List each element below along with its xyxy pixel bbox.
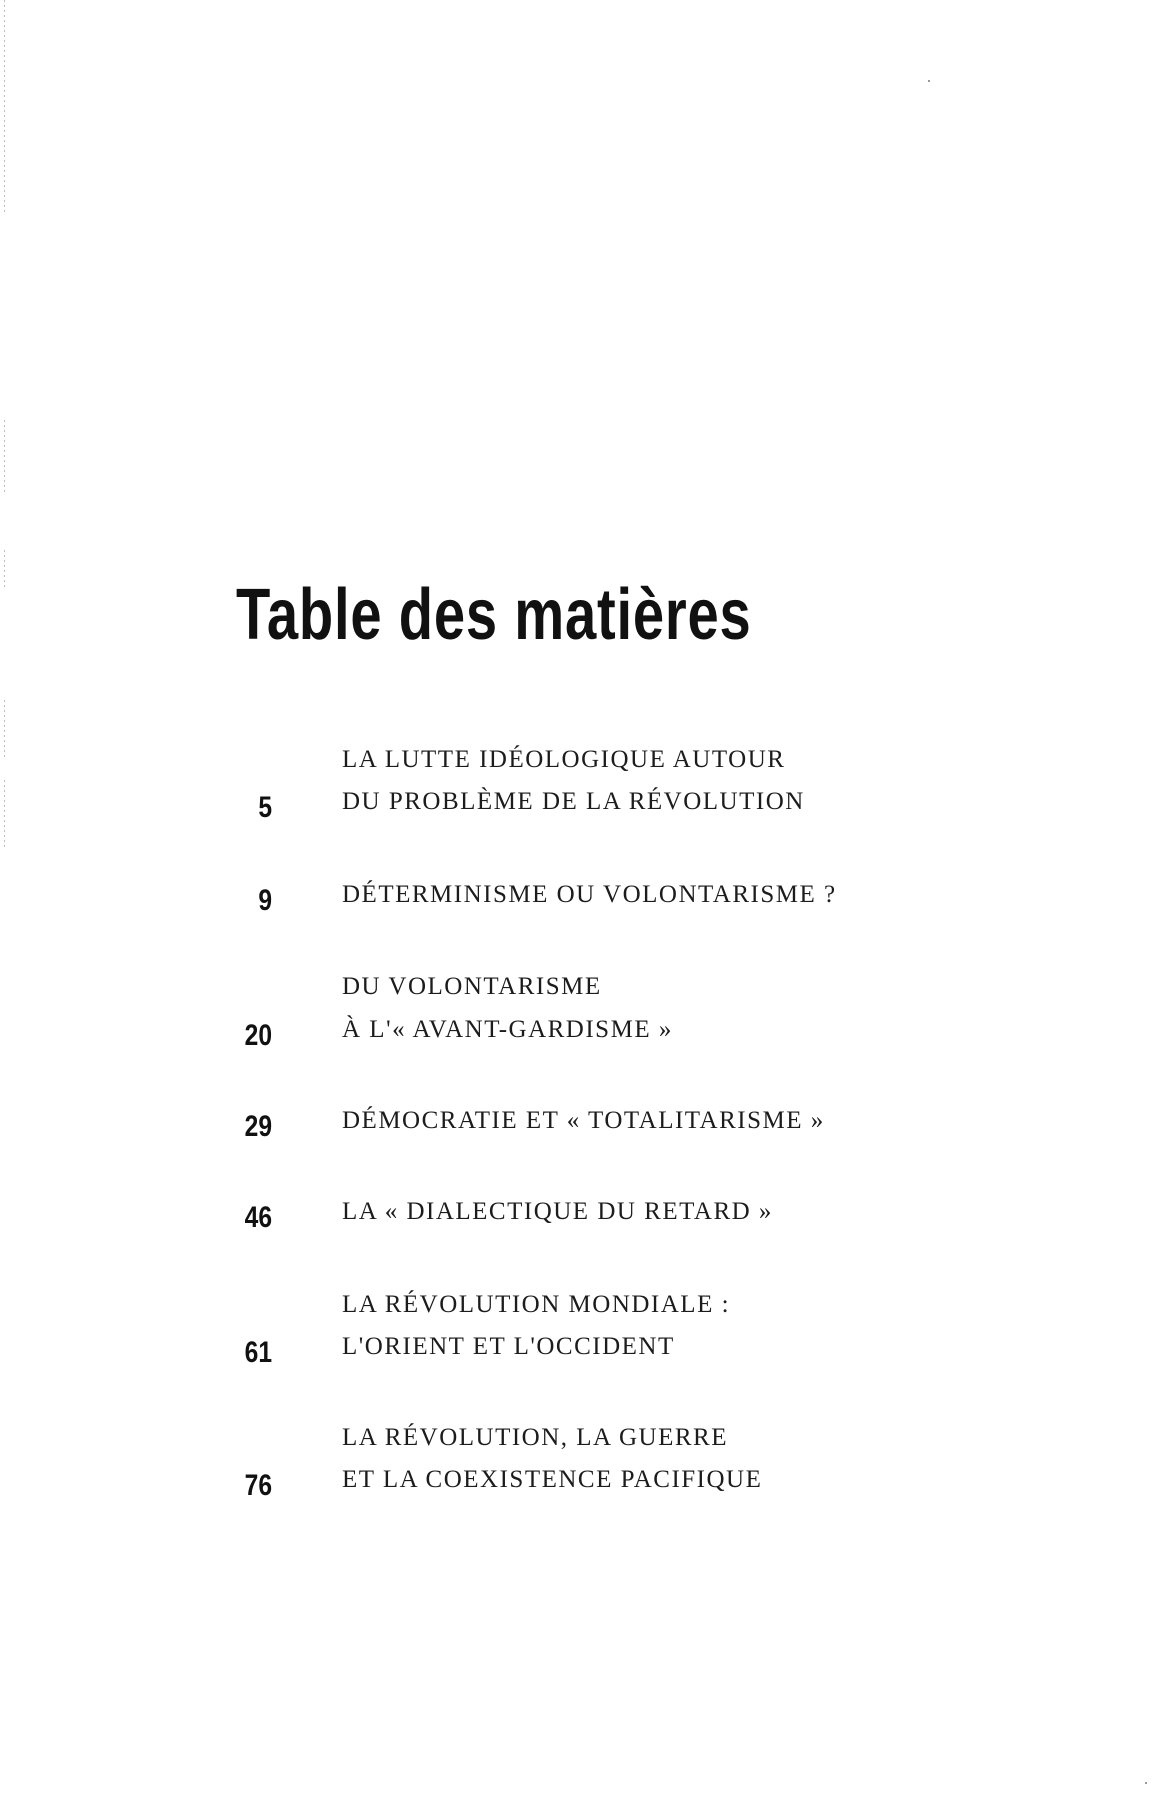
toc-entry-title-line: LA RÉVOLUTION, LA GUERRE [342,1424,728,1451]
scan-edge-artifact [4,780,5,850]
toc-page-number: 76 [244,1469,272,1502]
dust-speck [1145,1782,1147,1784]
toc-entry-title-line: DÉMOCRATIE ET « TOTALITARISME » [342,1107,825,1134]
toc-entry-title-line: DU PROBLÈME DE LA RÉVOLUTION [342,788,805,815]
toc-page-number: 29 [244,1110,272,1143]
toc-entry-title-line: LA « DIALECTIQUE DU RETARD » [342,1198,773,1225]
toc-entry-title-line: LA LUTTE IDÉOLOGIQUE AUTOUR [342,746,786,773]
toc-page-number: 9 [258,884,272,917]
scan-edge-artifact [4,0,5,215]
toc-entry-title-line: DÉTERMINISME OU VOLONTARISME ? [342,881,837,908]
page-title: Table des matières [236,575,752,655]
dust-speck [928,80,930,82]
toc-entry-title-line: L'ORIENT ET L'OCCIDENT [342,1333,675,1360]
toc-page-number: 5 [258,791,272,824]
toc-entry-title-line: À L'« AVANT-GARDISME » [342,1016,673,1043]
toc-entry-title-line: DU VOLONTARISME [342,973,602,1000]
toc-page-number: 61 [244,1336,272,1369]
toc-page-number: 20 [244,1019,272,1052]
scan-edge-artifact [4,550,5,590]
toc-entry-title-line: ET LA COEXISTENCE PACIFIQUE [342,1466,763,1493]
scan-edge-artifact [4,420,5,495]
scan-edge-artifact [4,700,5,760]
toc-entry-title-line: LA RÉVOLUTION MONDIALE : [342,1291,731,1318]
toc-page-number: 46 [244,1201,272,1234]
